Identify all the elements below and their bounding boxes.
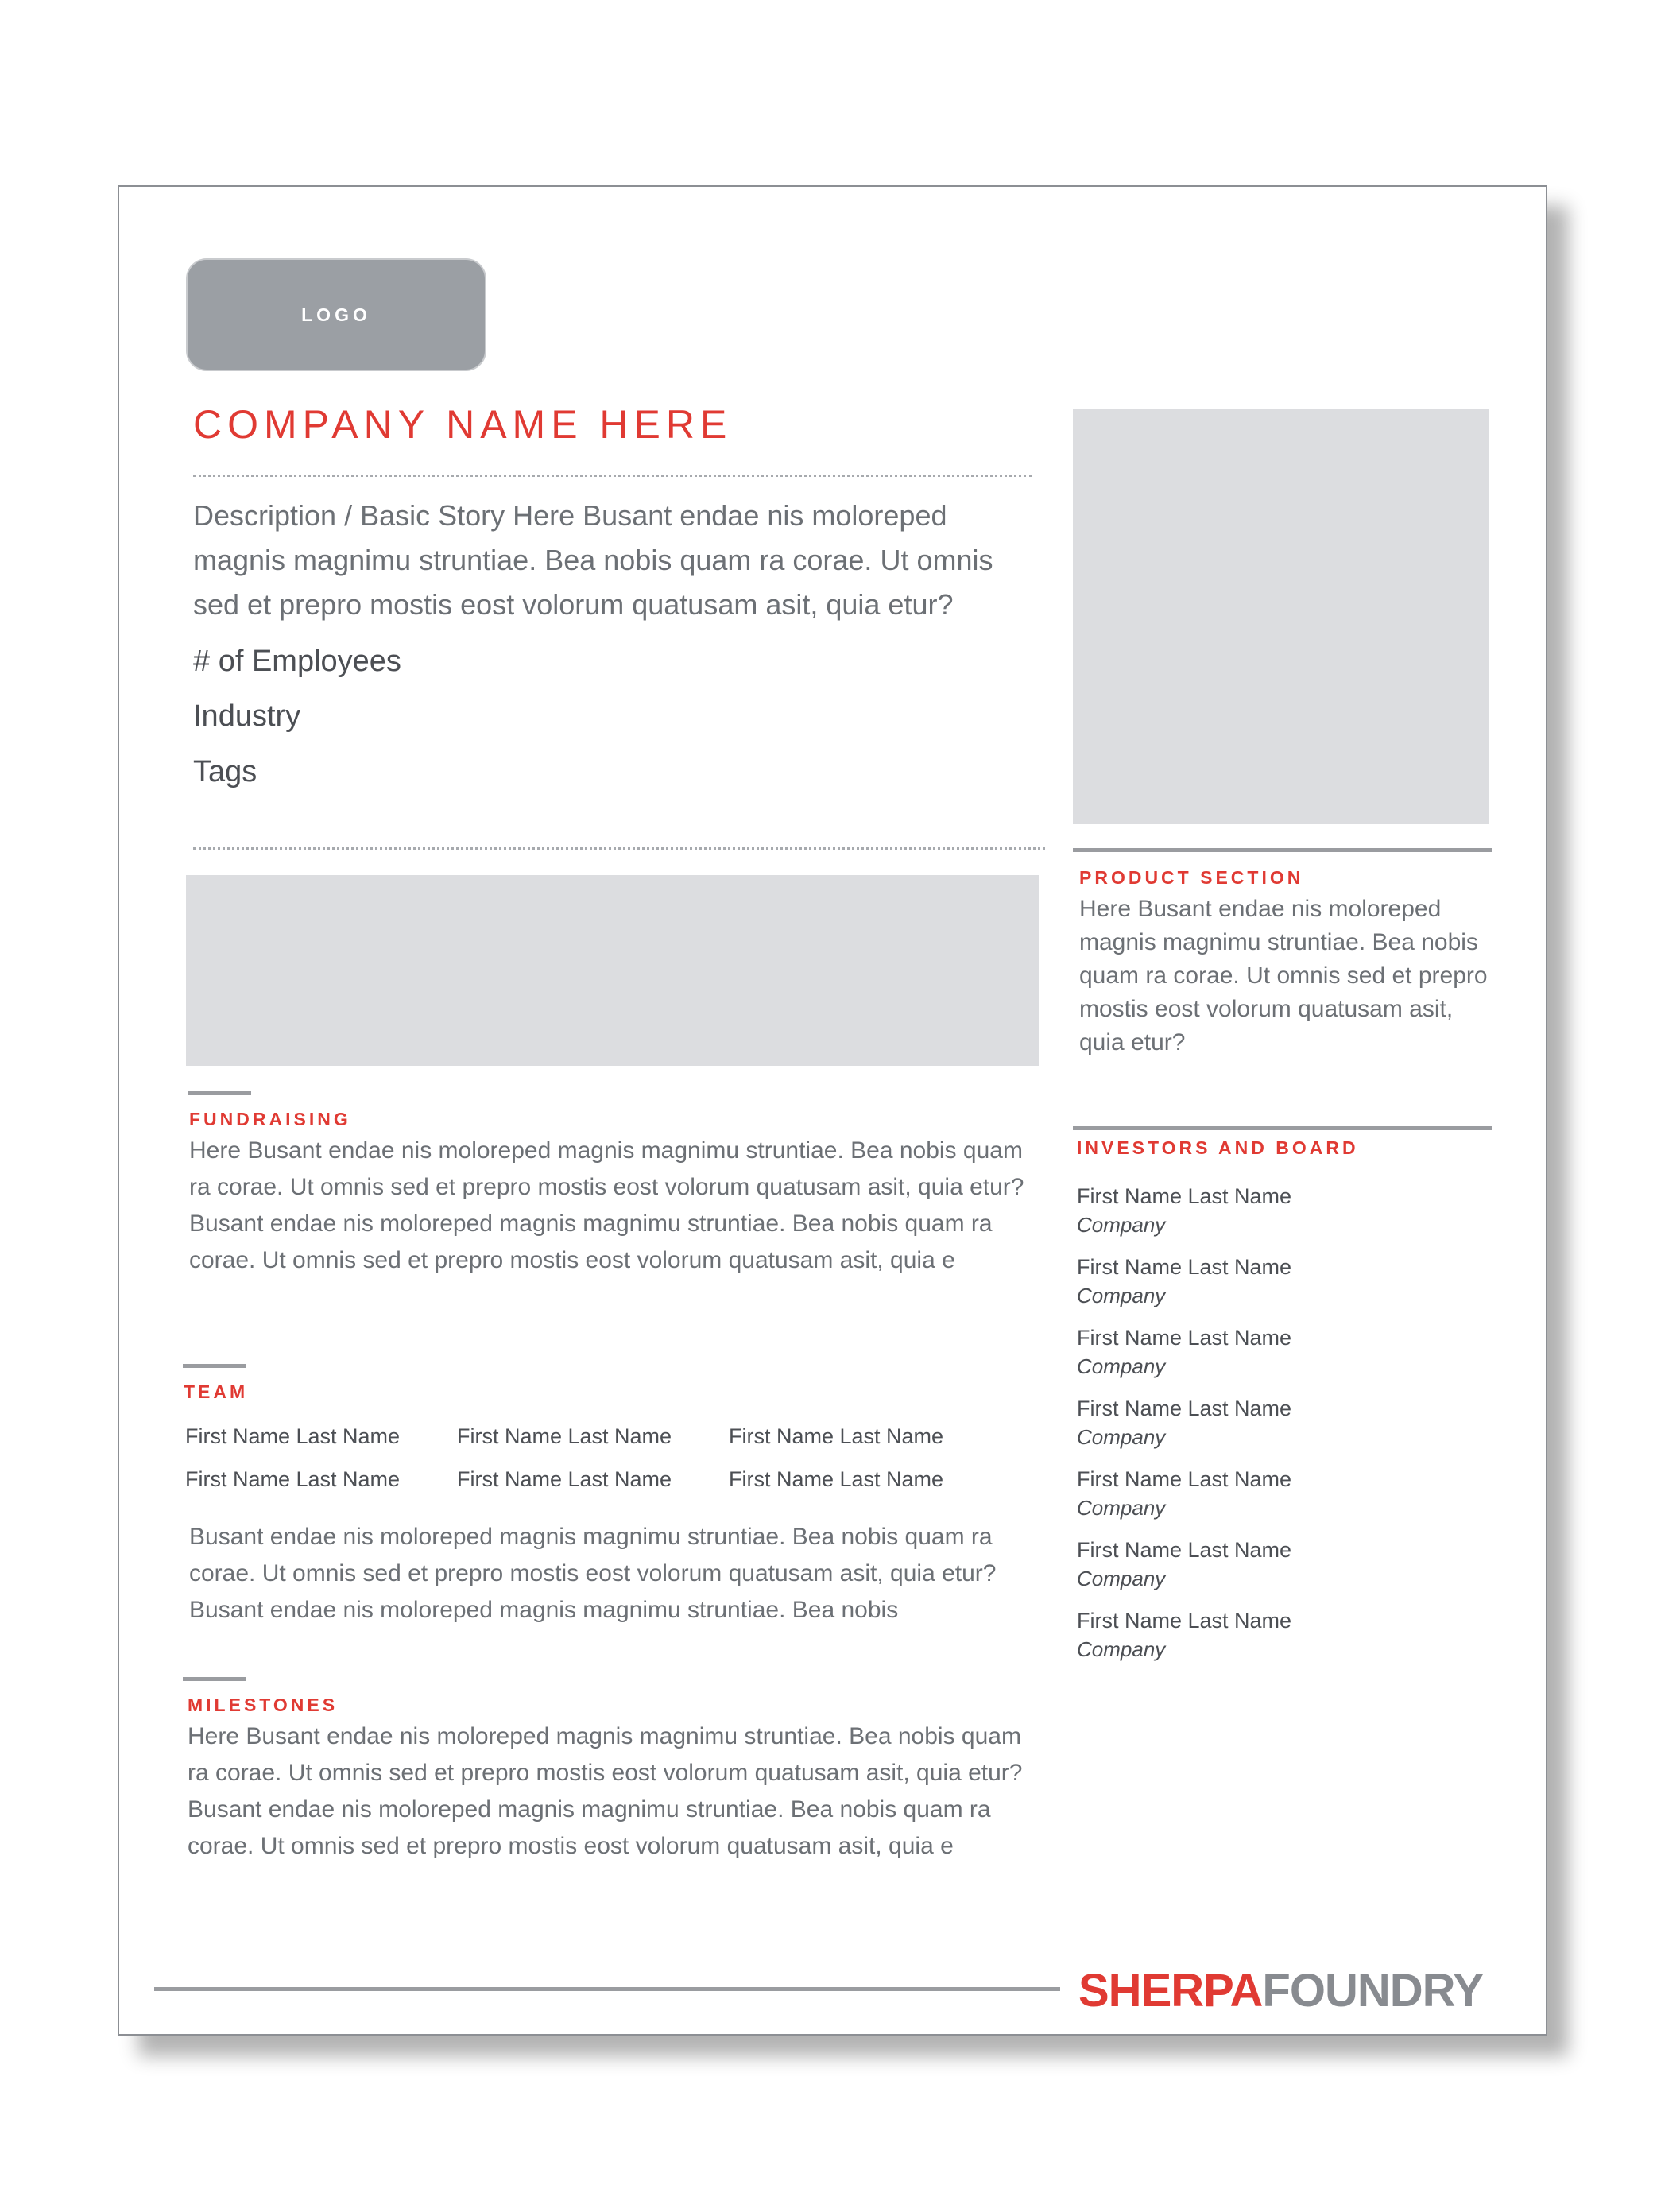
document-page [118, 185, 1547, 2036]
investor-item [1077, 1397, 1474, 1467]
company-description: Description / Basic Story Here Busant endae nis moloreped magnis magnimu struntiae. Bea nobis quam ra corae. Ut omnis sed et prepro mostis eost volorum quatusam asit, quia etur? [193, 499, 993, 621]
investor-item [1077, 1184, 1474, 1255]
investor-company: Company [1077, 1425, 1166, 1449]
team-text: Busant endae nis moloreped magnis magnimu struntiae. Bea nobis quam ra corae. Ut omnis sed et prepro mostis eost volorum quatusam asit, quia etur? Busant endae nis moloreped magnis magnimu struntiae. Bea nobis [189, 1524, 997, 1623]
investor-item [1077, 1609, 1474, 1679]
logo-label: LOGO [301, 304, 371, 325]
team-member: First Name Last Name [729, 1467, 944, 1491]
milestones-text: Here Busant endae nis moloreped magnis magnimu struntiae. Bea nobis quam ra corae. Ut omnis sed et prepro mostis eost volorum quatusam asit, quia etur? Busant endae nis moloreped magnis magnimu struntiae. Bea nobis quam ra corae. Ut omnis sed et prepro mostis eost volorum quatusam asit, quia e [188, 1723, 1023, 1859]
fundraising-title: FUNDRAISING [189, 1109, 351, 1129]
investors-rule [1073, 1126, 1492, 1130]
team-member: First Name Last Name [729, 1424, 944, 1448]
investor-company: Company [1077, 1284, 1166, 1307]
product-section-title: PRODUCT SECTION [1079, 867, 1304, 888]
investor-item [1077, 1467, 1474, 1538]
banner-image-placeholder [186, 875, 1039, 1066]
investor-name: First Name Last Name [1077, 1397, 1292, 1420]
investor-name: First Name Last Name [1077, 1609, 1292, 1633]
team-member: First Name Last Name [457, 1424, 672, 1448]
investor-company: Company [1077, 1567, 1166, 1590]
investor-name: First Name Last Name [1077, 1184, 1292, 1208]
sherpa-foundry-logo [1078, 1964, 1483, 2017]
team-rule [183, 1364, 246, 1368]
investor-item [1077, 1255, 1474, 1326]
investor-name: First Name Last Name [1077, 1255, 1292, 1279]
product-image-placeholder [1073, 409, 1489, 824]
logo-placeholder [186, 258, 486, 371]
investors-list [1077, 1184, 1474, 1679]
investors-title: INVESTORS AND BOARD [1077, 1137, 1359, 1158]
fundraising-text: Here Busant endae nis moloreped magnis magnimu struntiae. Bea nobis quam ra corae. Ut omnis sed et prepro mostis eost volorum quatusam asit, quia etur? Busant endae nis moloreped magnis magnimu struntiae. Bea nobis quam ra corae. Ut omnis sed et prepro mostis eost volorum quatusam asit, quia e [189, 1137, 1024, 1273]
fundraising-rule [188, 1091, 251, 1095]
product-rule [1073, 848, 1492, 852]
title-divider [193, 475, 1032, 477]
milestones-rule [183, 1677, 246, 1681]
header-divider [193, 847, 1045, 850]
team-title: TEAM [184, 1381, 249, 1402]
brand-part-foundry: FOUNDRY [1262, 1965, 1484, 2016]
milestones-title: MILESTONES [188, 1695, 339, 1715]
investor-item [1077, 1538, 1474, 1609]
brand-part-sherpa: SHERPA [1078, 1965, 1263, 2016]
team-member: First Name Last Name [185, 1467, 401, 1491]
employees-label: # of Employees [193, 645, 401, 678]
team-member: First Name Last Name [457, 1467, 672, 1491]
investor-name: First Name Last Name [1077, 1538, 1292, 1562]
investor-company: Company [1077, 1213, 1166, 1237]
product-section-text: Here Busant endae nis moloreped magnis magnimu struntiae. Bea nobis quam ra corae. Ut omnis sed et prepro mostis eost volorum quatusam asit, quia etur? [1079, 896, 1488, 1056]
investor-name: First Name Last Name [1077, 1326, 1292, 1350]
investor-item [1077, 1326, 1474, 1397]
investor-company: Company [1077, 1637, 1166, 1661]
investor-name: First Name Last Name [1077, 1467, 1292, 1491]
team-member: First Name Last Name [185, 1424, 401, 1448]
tags-label: Tags [193, 755, 257, 788]
investor-company: Company [1077, 1354, 1166, 1378]
company-name: COMPANY NAME HERE [193, 402, 733, 447]
footer-rule [154, 1987, 1060, 1991]
industry-label: Industry [193, 699, 301, 733]
investor-company: Company [1077, 1496, 1166, 1520]
